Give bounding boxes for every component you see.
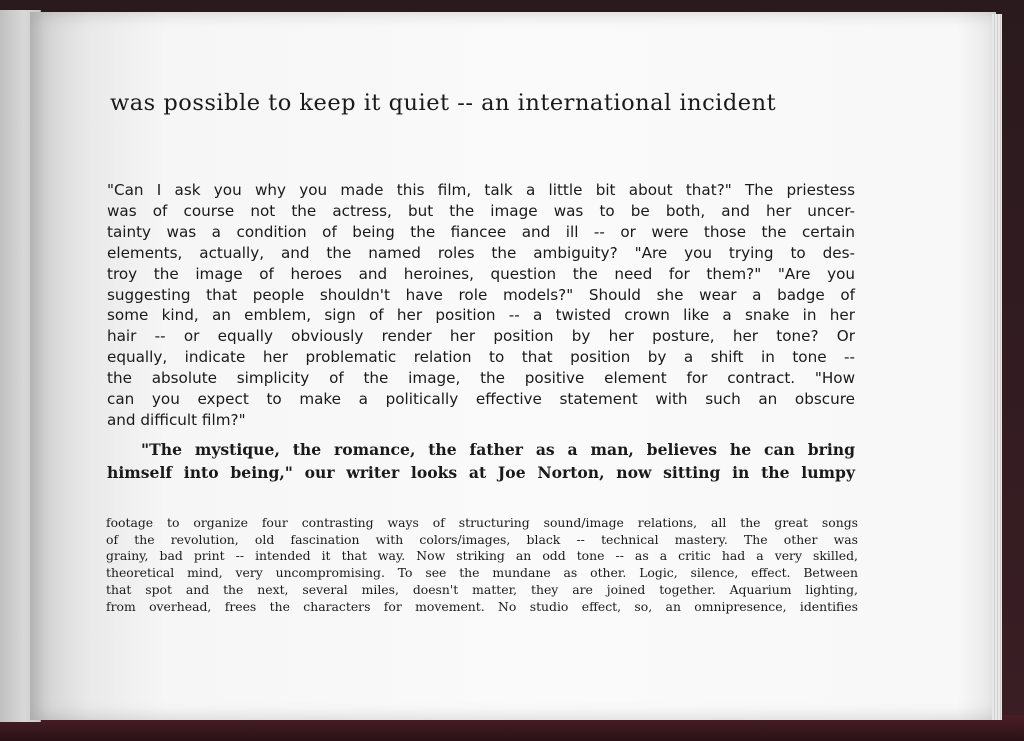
paragraph-small <box>106 515 858 615</box>
text-line: that spot and the next, several miles, doesn't matter, they are joined together. Aquarium lighting, <box>106 581 858 597</box>
text-line: and difficult film?" <box>107 410 246 429</box>
text-line: some kind, an emblem, sign of her position -- a twisted crown like a snake in her <box>107 306 855 325</box>
text-line: elements, actually, and the named roles the ambiguity? "Are you trying to des- <box>107 243 855 262</box>
text-line: suggesting that people shouldn't have role models?" Should she wear a badge of <box>107 285 855 304</box>
text-line: the absolute simplicity of the image, the positive element for contract. "How <box>107 369 855 388</box>
text-line: of the revolution, old fascination with colors/images, black -- technical mastery. The other was <box>106 531 858 547</box>
text-line: from overhead, frees the characters for movement. No studio effect, so, an omnipresence, identifies <box>106 598 858 614</box>
paragraph-interview <box>107 180 855 431</box>
text-line: hair -- or equally obviously render her position by her posture, her tone? Or <box>107 327 855 346</box>
text-line: footage to organize four contrasting ways of structuring sound/image relations, all the great songs <box>106 515 858 530</box>
text-line: tainty was a condition of being the fiancee and ill -- or were those the certain <box>107 222 855 241</box>
text-line: troy the image of heroes and heroines, question the need for them?" "Are you <box>107 264 855 283</box>
text-line: grainy, bad print -- intended it that way. Now striking an odd tone -- as a critic had a very skilled, <box>106 548 858 564</box>
page-stack-edge <box>992 14 1002 720</box>
text-line: "Can I ask you why you made this film, talk a little bit about that?" The priestess <box>107 181 855 199</box>
text-line: equally, indicate her problematic relation to that position by a shift in tone -- <box>107 348 855 367</box>
text-line: theoretical mind, very uncompromising. To see the mundane as other. Logic, silence, effect. Between <box>106 565 858 581</box>
text-line: can you expect to make a politically effective statement with such an obscure <box>107 390 855 409</box>
paragraph-bold <box>107 438 855 484</box>
text-line: was of course not the actress, but the image was to be both, and her uncer- <box>107 201 855 220</box>
text-line: "The mystique, the romance, the father as a man, believes he can bring <box>141 440 855 459</box>
page-heading: was possible to keep it quiet -- an international incident <box>110 90 777 116</box>
text-line: himself into being," our writer looks at Joe Norton, now sitting in the lumpy <box>107 463 855 482</box>
